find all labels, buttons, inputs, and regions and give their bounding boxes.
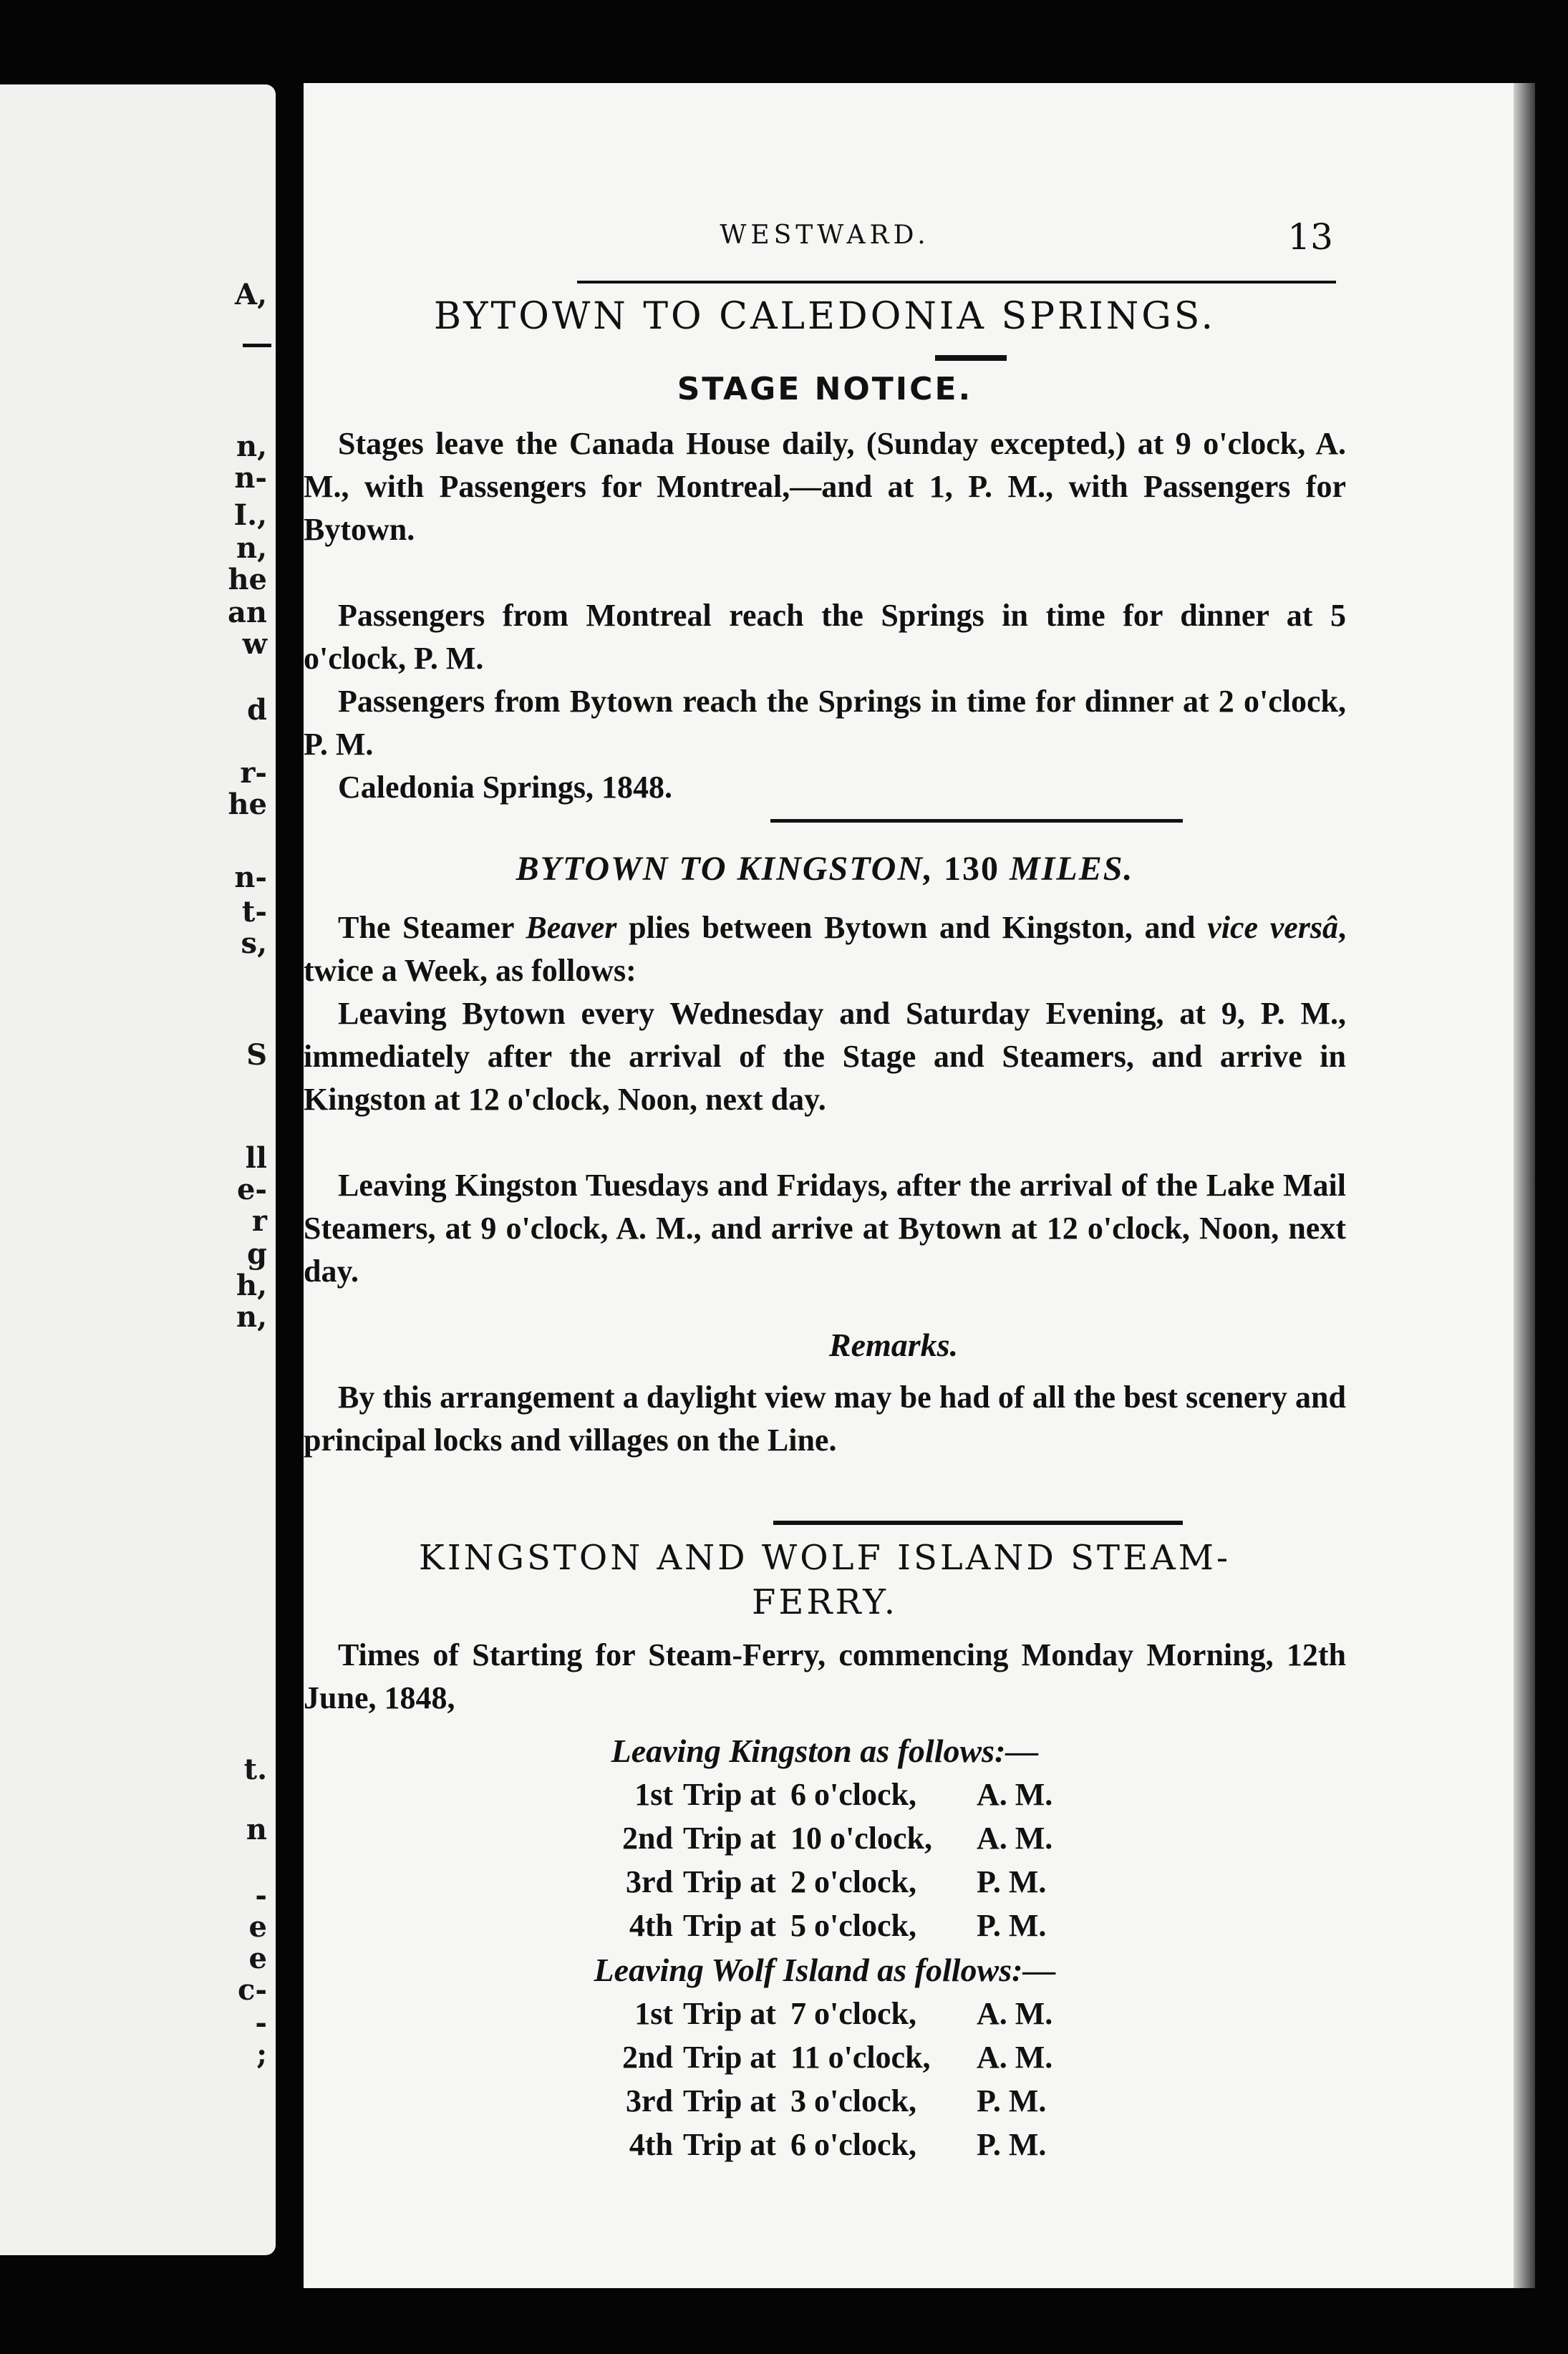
trip-hour: 6 o'clock, <box>790 1777 916 1812</box>
trip-ordinal: 4th <box>629 1908 673 1943</box>
section-title-kingston <box>304 849 1346 888</box>
trip-hour: 10 o'clock, <box>790 1821 932 1856</box>
left-page-fragment: ll <box>245 1141 267 1175</box>
short-rule <box>935 355 1007 361</box>
kingston-departures-caption: Leaving Kingston as follows:— <box>611 1733 1039 1769</box>
trip-row <box>304 2035 1346 2079</box>
left-page-fragment: I., <box>233 498 267 532</box>
left-page-fragment: n- <box>234 861 267 894</box>
trip-row <box>304 1860 1346 1904</box>
title-unit: MILES. <box>1010 850 1134 888</box>
left-page-fragment: S <box>246 1038 267 1072</box>
trip-hour: 7 o'clock, <box>790 1996 916 2031</box>
section-title-caledonia: BYTOWN TO CALEDONIA SPRINGS. <box>433 295 1216 338</box>
left-page-fragment: A, <box>235 278 267 311</box>
trip-period: A. M. <box>977 1777 1053 1812</box>
trip-hour: 5 o'clock, <box>790 1908 916 1943</box>
steamer-paragraph <box>304 906 1346 992</box>
running-head-title: WESTWARD. <box>720 221 930 250</box>
trip-trip: Trip at <box>683 1908 776 1943</box>
steamer-text-b: plies between Bytown and Kingston, and <box>616 910 1208 945</box>
trip-trip: Trip at <box>683 1996 776 2031</box>
trip-row <box>304 1816 1346 1860</box>
trip-row <box>304 1904 1346 1947</box>
trip-trip: Trip at <box>683 1821 776 1856</box>
stage-paragraph-1-text: Stages leave the Canada House daily, (Sunday excepted,) at 9 o'clock, A. M., with Passengers for Montreal,—and at 1, P. M., with Passengers for Bytown. <box>304 426 1346 547</box>
trip-row <box>304 2123 1346 2166</box>
trip-ordinal: 3rd <box>626 2083 673 2118</box>
trip-hour: 3 o'clock, <box>790 2083 916 2118</box>
left-page-fragment: g <box>247 1237 267 1271</box>
left-page-fragment: r <box>251 1204 267 1238</box>
left-page-fragment: - <box>255 2006 267 2040</box>
kingston-departures <box>304 1730 1346 1947</box>
trip-period: A. M. <box>977 2040 1053 2075</box>
trip-row <box>304 2079 1346 2123</box>
left-page-fragment: n, <box>236 430 267 463</box>
left-page-fragment: s, <box>241 926 267 960</box>
latin-phrase: vice versâ <box>1207 910 1339 945</box>
leaving-bytown-paragraph <box>304 992 1346 1121</box>
left-page-fragment: t. <box>243 1753 267 1786</box>
trip-trip: Trip at <box>683 1864 776 1899</box>
left-page-fragment: he <box>228 788 267 821</box>
steamer-text-c: , twice a Week, as follows: <box>304 910 1347 988</box>
trip-hour: 6 o'clock, <box>790 2127 916 2162</box>
trip-period: P. M. <box>977 1908 1047 1943</box>
remarks-paragraph <box>304 1376 1346 1462</box>
trip-trip: Trip at <box>683 1777 776 1812</box>
trip-hour: 11 o'clock, <box>790 2040 931 2075</box>
trip-period: P. M. <box>977 2127 1047 2162</box>
trip-period: A. M. <box>977 1996 1053 2031</box>
previous-page-strip <box>0 84 276 2255</box>
left-page-fragment: n, <box>236 1300 267 1334</box>
trip-ordinal: 4th <box>629 2127 673 2162</box>
trip-row <box>304 1992 1346 2035</box>
stage-paragraph-3 <box>304 680 1346 766</box>
stage-paragraph-3-text: Passengers from Bytown reach the Springs in time for dinner at 2 o'clock, P. M. <box>304 684 1346 762</box>
stage-dateline-text: Caledonia Springs, 1848. <box>338 770 672 805</box>
page-number: 13 <box>1287 216 1333 258</box>
section-title-ferry: KINGSTON AND WOLF ISLAND STEAM- <box>418 1538 1231 1578</box>
left-page-rule <box>243 344 271 347</box>
left-page-fragment: he <box>228 563 267 596</box>
left-page-fragment: n, <box>236 531 267 565</box>
page-edge-shadow <box>1514 83 1535 2288</box>
trip-ordinal: 1st <box>634 1777 673 1812</box>
section-subtitle-stage-notice: STAGE NOTICE. <box>677 371 973 407</box>
stage-paragraph-2 <box>304 594 1346 680</box>
left-page-fragment: w <box>242 627 267 661</box>
left-page-fragment: d <box>247 693 267 727</box>
section-divider-2 <box>773 1521 1183 1525</box>
left-page-fragment: e <box>248 1942 267 1975</box>
left-page-fragment: e- <box>236 1173 267 1206</box>
left-page-fragment: ; <box>256 2038 267 2071</box>
trip-period: P. M. <box>977 1864 1047 1899</box>
left-page-fragment: c- <box>238 1973 267 2007</box>
leaving-bytown-text: Leaving Bytown every Wednesday and Saturday Evening, at 9, P. M., immediately after the arrival of the Stage and Steamers, and arrive in Kingston at 12 o'clock, Noon, next day. <box>304 996 1346 1117</box>
left-page-fragment: n <box>246 1813 267 1846</box>
left-page-fragment: r- <box>240 756 267 790</box>
trip-ordinal: 3rd <box>626 1864 673 1899</box>
wolf-island-departures <box>304 1949 1346 2166</box>
stage-dateline <box>304 766 1346 809</box>
kingston-departure-rows <box>304 1773 1346 1947</box>
remarks-label: Remarks. <box>828 1327 959 1363</box>
trip-period: A. M. <box>977 1821 1053 1856</box>
section-divider-1 <box>770 819 1183 823</box>
section-title-ferry-line2: FERRY. <box>752 1582 898 1622</box>
trip-ordinal: 2nd <box>622 1821 673 1856</box>
leaving-kingston-paragraph <box>304 1164 1346 1293</box>
trip-trip: Trip at <box>683 2083 776 2118</box>
header-rule <box>577 281 1336 284</box>
ferry-intro-paragraph <box>304 1634 1346 1720</box>
leaving-kingston-text: Leaving Kingston Tuesdays and Fridays, after the arrival of the Lake Mail Steamers, at 9 o'clock, A. M., and arrive at Bytown at 12 o'clock, Noon, next day. <box>304 1168 1346 1289</box>
running-head <box>304 216 1346 259</box>
ferry-intro-text: Times of Starting for Steam-Ferry, commencing Monday Morning, 12th June, 1848, <box>304 1637 1346 1715</box>
left-page-fragment: - <box>255 1879 267 1912</box>
wolf-island-departure-rows <box>304 1992 1346 2166</box>
trip-trip: Trip at <box>683 2040 776 2075</box>
wolf-island-departures-caption: Leaving Wolf Island as follows:— <box>594 1952 1056 1988</box>
left-page-fragment: e <box>248 1910 267 1944</box>
trip-row <box>304 1773 1346 1816</box>
trip-ordinal: 1st <box>634 1996 673 2031</box>
remarks-text: By this arrangement a daylight view may be had of all the best scenery and principal locks and villages on the Line. <box>304 1380 1346 1458</box>
stage-paragraph-2-text: Passengers from Montreal reach the Springs in time for dinner at 5 o'clock, P. M. <box>304 598 1346 676</box>
left-page-fragment: an <box>228 596 267 629</box>
trip-ordinal: 2nd <box>622 2040 673 2075</box>
left-page-fragment: h, <box>236 1269 267 1302</box>
stage-paragraph-1 <box>304 422 1346 551</box>
title-route: BYTOWN TO KINGSTON, <box>516 850 934 888</box>
left-page-fragment: t- <box>241 895 267 929</box>
title-distance: 130 <box>934 850 1010 888</box>
vessel-name: Beaver <box>526 910 617 945</box>
trip-period: P. M. <box>977 2083 1047 2118</box>
steamer-text-a: The Steamer <box>338 910 526 945</box>
left-page-fragment: n- <box>234 461 267 495</box>
trip-hour: 2 o'clock, <box>790 1864 916 1899</box>
trip-trip: Trip at <box>683 2127 776 2162</box>
